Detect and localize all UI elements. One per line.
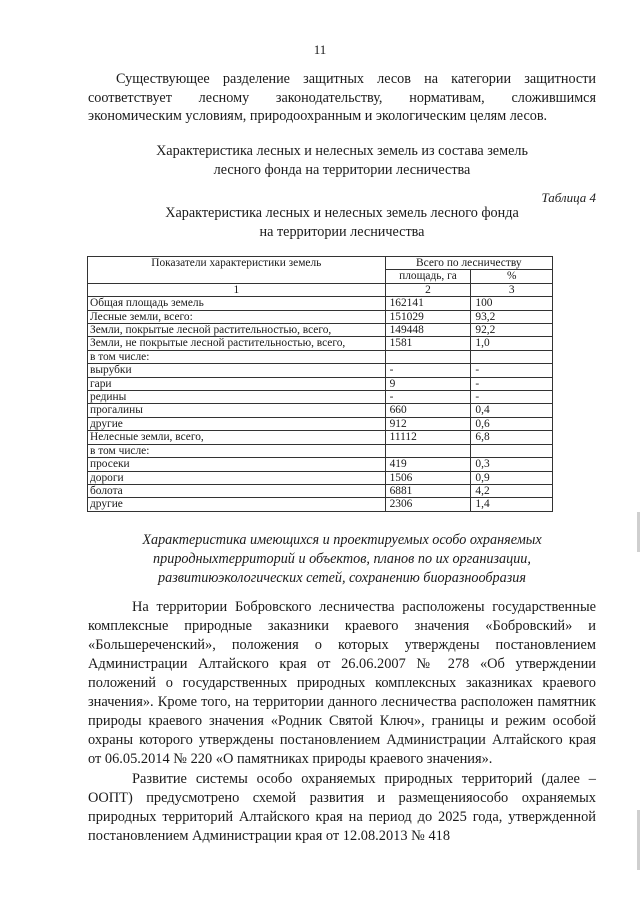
section2-heading-line-2: природныхтерриторий и объектов, планов по их организации, bbox=[153, 551, 531, 568]
row-percent-cell bbox=[471, 350, 553, 363]
row-area-cell: 6881 bbox=[385, 484, 471, 497]
protected-areas-paragraph: На территории Бобровского лесничества расположены государственные комплексные природные заказники краевого значения «Бобровский» и «Большереченский», положения о которых утверждены постановлением Администрации Алтайского края от 26.06.2007 № 278 «Об утверждении положений о государственных природных комплексных заказниках краевого значения». Кроме того, на территории данного лесничества расположен памятник природы краевого значения «Родник Святой Ключ», границы и режим особой охраны которого утверждены постановлением Администрации Алтайского края от 06.05.2014 № 220 «О памятниках природы краевого значения». bbox=[88, 599, 596, 767]
row-area-cell: 11112 bbox=[385, 431, 471, 444]
row-indicator-cell: вырубки bbox=[88, 364, 386, 377]
row-percent-cell: 6,8 bbox=[471, 431, 553, 444]
row-indicator-cell: гари bbox=[88, 377, 386, 390]
table-caption-line-1: Характеристика лесных и нелесных земель лесного фонда bbox=[165, 205, 519, 221]
row-indicator-cell: в том числе: bbox=[88, 350, 386, 363]
oopt-development-paragraph: Развитие системы особо охраняемых природных территорий (далее – ООПТ) предусмотрено схемой развития и размещенияособо охраняемых природных территорий Алтайского края на период до 2025 года, утвержденной постановлением Администрации края от 12.08.2013 № 418 bbox=[88, 771, 596, 844]
row-percent-cell: 4,2 bbox=[471, 484, 553, 497]
row-percent-cell: - bbox=[471, 377, 553, 390]
row-area-cell: 151029 bbox=[385, 310, 471, 323]
intro-paragraph: Существующее разделение защитных лесов на категории защитности соответствует лесному законодательству, нормативам, сложившимся экономическим условиям, природоохранным и экологическим целям лесов. bbox=[88, 71, 596, 125]
header-area: площадь, га bbox=[385, 270, 471, 283]
row-percent-cell: 93,2 bbox=[471, 310, 553, 323]
table-row bbox=[88, 324, 553, 337]
section-heading bbox=[88, 142, 596, 179]
section2-heading-line-3: развитиюэкологических сетей, сохранению биоразнообразия bbox=[158, 570, 526, 587]
header-indicator: Показатели характеристики земель bbox=[88, 257, 386, 284]
row-percent-cell: 0,3 bbox=[471, 458, 553, 471]
table-row bbox=[88, 431, 553, 444]
section-heading-line-1: Характеристика лесных и нелесных земель из состава земель bbox=[156, 143, 528, 159]
row-percent-cell: 1,0 bbox=[471, 337, 553, 350]
row-percent-cell: 1,4 bbox=[471, 498, 553, 511]
table-row bbox=[88, 417, 553, 430]
row-area-cell: 419 bbox=[385, 458, 471, 471]
row-indicator-cell: Земли, покрытые лесной растительностью, всего, bbox=[88, 324, 386, 337]
table-row bbox=[88, 391, 553, 404]
row-area-cell: - bbox=[385, 364, 471, 377]
table-row bbox=[88, 444, 553, 457]
row-indicator-cell: в том числе: bbox=[88, 444, 386, 457]
row-indicator-cell: Земли, не покрытые лесной растительностью, всего, bbox=[88, 337, 386, 350]
row-indicator-cell: Нелесные земли, всего, bbox=[88, 431, 386, 444]
row-indicator-cell: просеки bbox=[88, 458, 386, 471]
row-area-cell: 1581 bbox=[385, 337, 471, 350]
row-indicator-cell: прогалины bbox=[88, 404, 386, 417]
row-area-cell: 2306 bbox=[385, 498, 471, 511]
row-percent-cell: - bbox=[471, 391, 553, 404]
table-row bbox=[88, 404, 553, 417]
row-area-cell bbox=[385, 444, 471, 457]
table-row bbox=[88, 310, 553, 323]
row-percent-cell: 0,6 bbox=[471, 417, 553, 430]
table-row bbox=[88, 350, 553, 363]
row-percent-cell bbox=[471, 444, 553, 457]
row-area-cell: - bbox=[385, 391, 471, 404]
row-indicator-cell: дороги bbox=[88, 471, 386, 484]
table-row bbox=[88, 484, 553, 497]
table-row bbox=[88, 337, 553, 350]
table-row bbox=[88, 471, 553, 484]
column-number-3: 3 bbox=[471, 283, 553, 296]
header-total: Всего по лесничеству bbox=[385, 257, 552, 270]
page-number: 11 bbox=[313, 42, 327, 57]
row-area-cell: 149448 bbox=[385, 324, 471, 337]
row-indicator-cell: Лесные земли, всего: bbox=[88, 310, 386, 323]
table-label: Таблица 4 bbox=[541, 190, 596, 205]
row-area-cell: 660 bbox=[385, 404, 471, 417]
column-number-2: 2 bbox=[385, 283, 471, 296]
row-percent-cell: 0,4 bbox=[471, 404, 553, 417]
table-header-row bbox=[88, 257, 553, 270]
row-area-cell: 912 bbox=[385, 417, 471, 430]
row-indicator-cell: другие bbox=[88, 417, 386, 430]
table-row bbox=[88, 364, 553, 377]
row-area-cell: 9 bbox=[385, 377, 471, 390]
row-area-cell: 1506 bbox=[385, 471, 471, 484]
table-caption-line-2: на территории лесничества bbox=[259, 223, 425, 240]
land-characteristics-table bbox=[87, 256, 553, 512]
row-indicator-cell: другие bbox=[88, 498, 386, 511]
row-percent-cell: 0,9 bbox=[471, 471, 553, 484]
row-percent-cell: 100 bbox=[471, 297, 553, 310]
row-indicator-cell: болота bbox=[88, 484, 386, 497]
row-area-cell: 162141 bbox=[385, 297, 471, 310]
table-row bbox=[88, 498, 553, 511]
table-row bbox=[88, 377, 553, 390]
column-number-1: 1 bbox=[88, 283, 386, 296]
section2-heading-line-1: Характеристика имеющихся и проектируемых особо охраняемых bbox=[142, 532, 542, 548]
section2-heading bbox=[88, 531, 596, 589]
row-percent-cell: 92,2 bbox=[471, 324, 553, 337]
table-row bbox=[88, 297, 553, 310]
row-indicator-cell: Общая площадь земель bbox=[88, 297, 386, 310]
table-column-number-row bbox=[88, 283, 553, 296]
row-area-cell bbox=[385, 350, 471, 363]
row-indicator-cell: редины bbox=[88, 391, 386, 404]
table-row bbox=[88, 458, 553, 471]
section-heading-line-2: лесного фонда на территории лесничества bbox=[213, 161, 471, 178]
row-percent-cell: - bbox=[471, 364, 553, 377]
header-percent: % bbox=[471, 270, 553, 283]
table-caption bbox=[88, 204, 596, 241]
